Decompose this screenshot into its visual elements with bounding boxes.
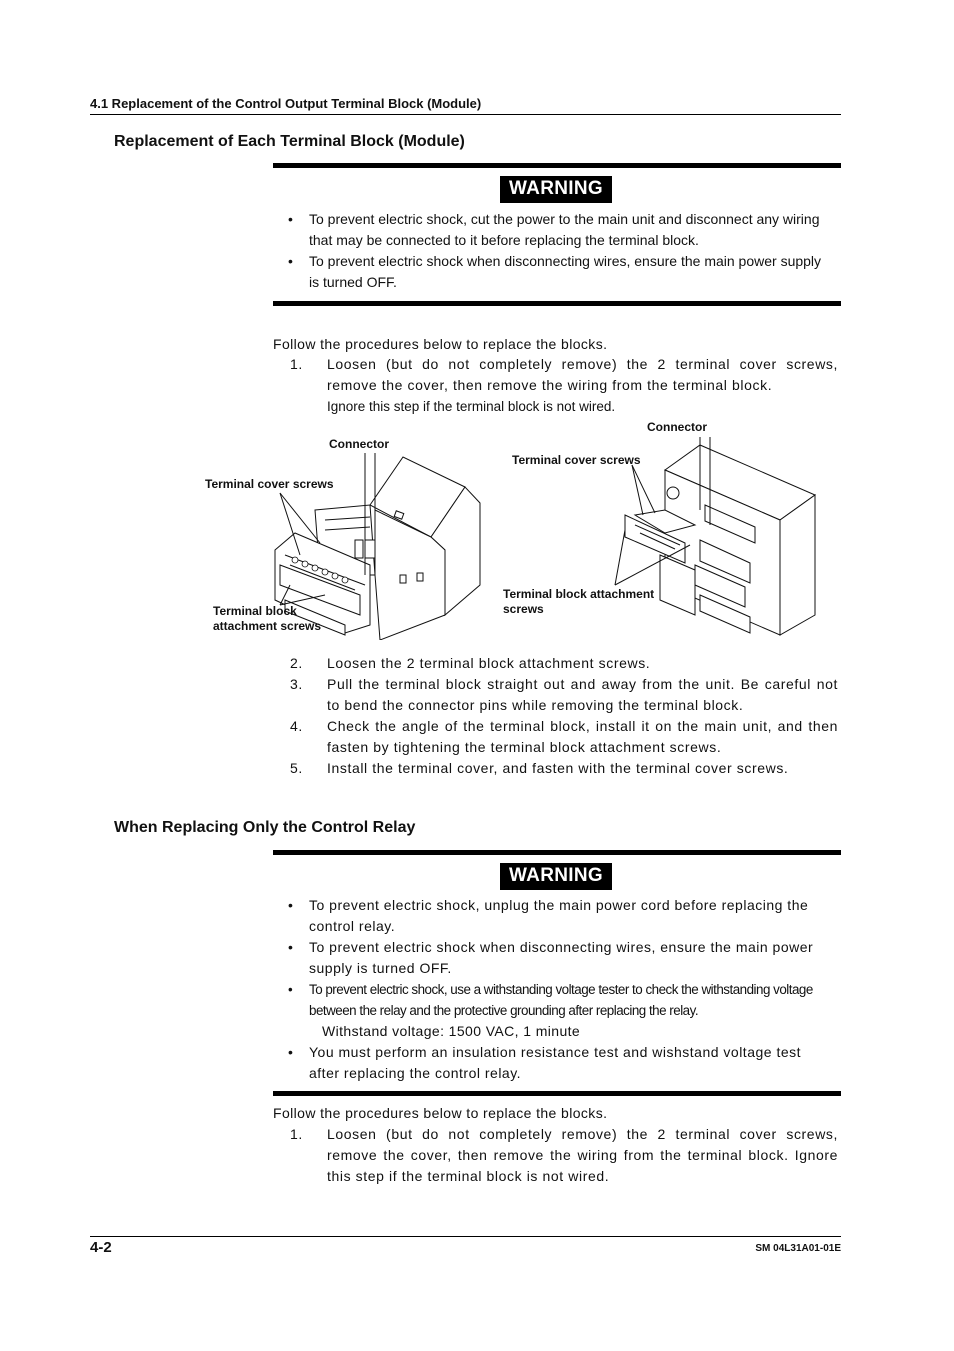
procedure-intro: Follow the procedures below to replace the blocks.: [273, 1105, 608, 1121]
step-item: 4. Check the angle of the terminal block, install it on the main unit, and then fasten by tightening the terminal block attachment screws.: [290, 718, 838, 755]
procedure-intro: Follow the procedures below to replace the blocks.: [273, 336, 608, 352]
warning-badge: WARNING: [500, 176, 612, 203]
warning-top-rule: [273, 163, 841, 168]
step-list-bottom: [290, 653, 838, 779]
step-item: 2. Loosen the 2 terminal block attachment screws.: [290, 655, 651, 671]
step-item: 1. Loosen (but do not completely remove) the 2 terminal cover screws, remove the cover, then remove the wiring from the terminal block. Ignore this step if the terminal block is not wired.: [290, 1126, 838, 1184]
warning-badge: WARNING: [500, 863, 612, 890]
section-title-relay: When Replacing Only the Control Relay: [114, 819, 416, 836]
running-header: 4.1 Replacement of the Control Output Terminal Block (Module): [90, 96, 482, 111]
warning-item: • To prevent electric shock when disconnecting wires, ensure the main power supply is turned OFF.: [288, 253, 822, 290]
step-item: 3. Pull the terminal block straight out and away from the unit. Be careful not to bend the connector pins while removing the terminal block.: [290, 676, 838, 713]
label-connector-right: Connector: [647, 420, 707, 434]
label-attach-screws-right: Terminal block attachment screws: [503, 587, 655, 616]
header-rule: [90, 114, 841, 115]
step-list-top: [290, 354, 838, 417]
step-item: 5. Install the terminal cover, and fasten with the terminal cover screws.: [290, 760, 789, 776]
warning-item: • You must perform an insulation resistance test and wishstand voltage test after replacing the control relay.: [288, 1044, 802, 1081]
step-list-relay: [290, 1124, 838, 1187]
page-number: 4-2: [90, 1239, 112, 1256]
footer-rule: [90, 1236, 841, 1237]
warning-item: • To prevent electric shock, use a withstanding voltage tester to check the withstanding voltage between the relay and the protective grounding after replacing the relay.: [288, 982, 813, 1018]
withstand-voltage-line: Withstand voltage: 1500 VAC, 1 minute: [322, 1023, 581, 1039]
warning-item: • To prevent electric shock when disconnecting wires, ensure the main power supply is turned OFF.: [288, 939, 814, 976]
label-cover-screws-right: Terminal cover screws: [512, 453, 641, 467]
label-cover-screws-left: Terminal cover screws: [205, 477, 334, 491]
warning-item: • To prevent electric shock, cut the power to the main unit and disconnect any wiring that may be connected to it before replacing the terminal block.: [288, 211, 820, 248]
section-title-each-block: Replacement of Each Terminal Block (Module): [114, 133, 465, 150]
warning-bottom-rule: [273, 1091, 841, 1096]
warning-list: [288, 209, 828, 293]
warning-item: • To prevent electric shock, unplug the main power cord before replacing the control relay.: [288, 897, 809, 934]
label-connector-left: Connector: [329, 437, 389, 451]
step-item: 1. Loosen (but do not completely remove) the 2 terminal cover screws, remove the cover, then remove the wiring from the terminal block. Ignore this step if the terminal block is not wired.: [290, 354, 838, 417]
step-note: Ignore this step if the terminal block is not wired.: [327, 399, 616, 414]
warning-top-rule: [273, 850, 841, 855]
label-attach-screws-left: Terminal block attachment screws: [213, 604, 322, 633]
document-code: SM 04L31A01-01E: [755, 1243, 841, 1254]
warning-list: [288, 895, 828, 1084]
warning-bottom-rule: [273, 301, 841, 306]
